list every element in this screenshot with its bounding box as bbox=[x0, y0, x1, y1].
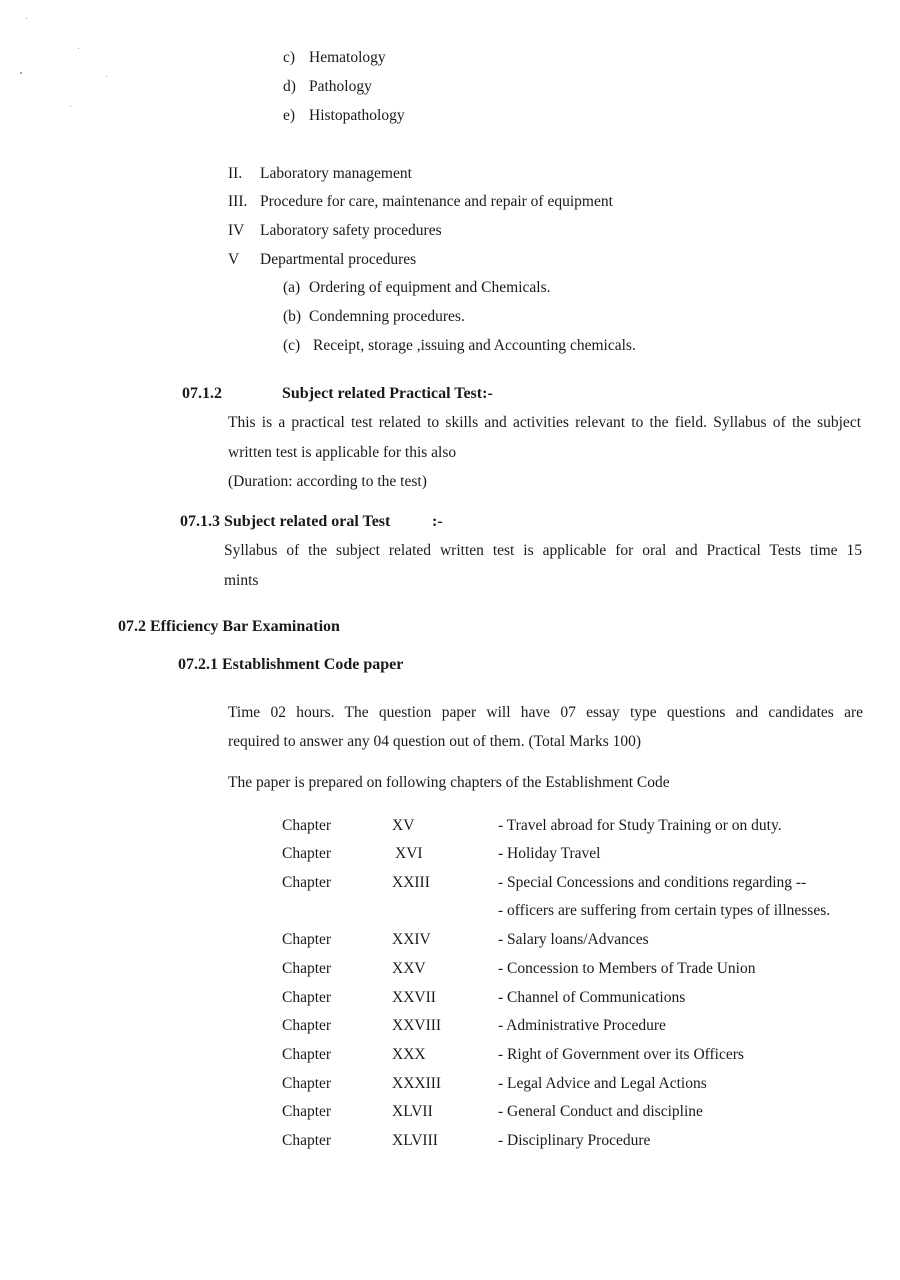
paragraph-line: The paper is prepared on following chapters of the Establishment Code bbox=[228, 774, 670, 791]
section-heading: 07.1.3 Subject related oral Test bbox=[180, 513, 391, 530]
list-item: Pathology bbox=[309, 78, 372, 95]
chapter-number: XXVIII bbox=[392, 1017, 442, 1034]
section-heading: 07.2 Efficiency Bar Examination bbox=[118, 618, 340, 635]
list-item: Departmental procedures bbox=[260, 251, 417, 268]
paragraph-line: required to answer any 04 question out of them. (Total Marks 100) bbox=[228, 733, 642, 750]
chapter-label: Chapter bbox=[282, 931, 332, 948]
chapter-description: - Disciplinary Procedure bbox=[498, 1132, 651, 1149]
list-item: Hematology bbox=[309, 49, 386, 66]
list-marker: II. bbox=[228, 165, 243, 182]
paragraph-line: mints bbox=[224, 572, 259, 589]
list-marker: d) bbox=[283, 78, 296, 95]
chapter-description: - Special Concessions and conditions regarding -- bbox=[498, 874, 807, 891]
chapter-description: - Holiday Travel bbox=[498, 845, 601, 862]
chapter-number: XV bbox=[392, 817, 415, 834]
chapter-number: XXV bbox=[392, 960, 426, 977]
subsection-heading: 07.2.1 Establishment Code paper bbox=[178, 656, 404, 673]
chapter-number: XXXIII bbox=[392, 1075, 442, 1092]
list-item: Procedure for care, maintenance and repair of equipment bbox=[260, 193, 613, 210]
section-title: Subject related Practical Test:- bbox=[282, 385, 493, 402]
chapter-number: XLVIII bbox=[392, 1132, 438, 1149]
scan-speck bbox=[78, 48, 79, 49]
list-item: Laboratory management bbox=[260, 165, 412, 182]
chapter-number: XXVII bbox=[392, 989, 436, 1006]
list-marker: V bbox=[228, 251, 240, 268]
list-marker: III. bbox=[228, 193, 248, 210]
chapter-number: XLVII bbox=[392, 1103, 433, 1120]
section-number: 07.1.2 bbox=[182, 385, 222, 402]
list-item: Receipt, storage ,issuing and Accounting chemicals. bbox=[313, 337, 636, 354]
list-marker: (c) bbox=[283, 337, 301, 354]
chapter-description: - Channel of Communications bbox=[498, 989, 686, 1006]
list-item: Condemning procedures. bbox=[309, 308, 465, 325]
chapter-label: Chapter bbox=[282, 845, 332, 862]
chapter-description: - Administrative Procedure bbox=[498, 1017, 666, 1034]
chapter-description: - Concession to Members of Trade Union bbox=[498, 960, 756, 977]
chapter-label: Chapter bbox=[282, 1017, 332, 1034]
section-heading-suffix: :- bbox=[432, 513, 443, 530]
chapter-label: Chapter bbox=[282, 1132, 332, 1149]
chapter-description: - Salary loans/Advances bbox=[498, 931, 649, 948]
chapter-label: Chapter bbox=[282, 960, 332, 977]
list-item: Histopathology bbox=[309, 107, 405, 124]
paragraph-line: Time 02 hours. The question paper will have 07 essay type questions and candidates are bbox=[228, 704, 863, 721]
chapter-label: Chapter bbox=[282, 1046, 332, 1063]
chapter-description: - Legal Advice and Legal Actions bbox=[498, 1075, 707, 1092]
chapter-description: - General Conduct and discipline bbox=[498, 1103, 703, 1120]
paragraph-line: This is a practical test related to skills and activities relevant to the field. Syllabus of the subject bbox=[228, 414, 861, 431]
scan-speck bbox=[106, 76, 107, 77]
list-marker: (a) bbox=[283, 279, 301, 296]
chapter-label: Chapter bbox=[282, 1103, 332, 1120]
scan-speck bbox=[26, 18, 27, 19]
paragraph-line: written test is applicable for this also bbox=[228, 444, 457, 461]
list-item: Laboratory safety procedures bbox=[260, 222, 442, 239]
list-item: Ordering of equipment and Chemicals. bbox=[309, 279, 551, 296]
chapter-number: XVI bbox=[395, 845, 423, 862]
paragraph-line: (Duration: according to the test) bbox=[228, 473, 427, 490]
chapter-label: Chapter bbox=[282, 817, 332, 834]
list-marker: c) bbox=[283, 49, 296, 66]
chapter-label: Chapter bbox=[282, 1075, 332, 1092]
chapter-label: Chapter bbox=[282, 989, 332, 1006]
chapter-description: - officers are suffering from certain types of illnesses. bbox=[498, 902, 831, 919]
chapter-description: - Travel abroad for Study Training or on duty. bbox=[498, 817, 782, 834]
chapter-label: Chapter bbox=[282, 874, 332, 891]
list-marker: IV bbox=[228, 222, 245, 239]
chapter-description: - Right of Government over its Officers bbox=[498, 1046, 744, 1063]
list-marker: (b) bbox=[283, 308, 302, 325]
scan-speck bbox=[20, 72, 22, 74]
chapter-number: XXIII bbox=[392, 874, 430, 891]
list-marker: e) bbox=[283, 107, 296, 124]
chapter-number: XXX bbox=[392, 1046, 426, 1063]
scan-speck bbox=[70, 106, 71, 107]
chapter-number: XXIV bbox=[392, 931, 431, 948]
paragraph-line: Syllabus of the subject related written test is applicable for oral and Practical Tests time 15 bbox=[224, 542, 862, 559]
